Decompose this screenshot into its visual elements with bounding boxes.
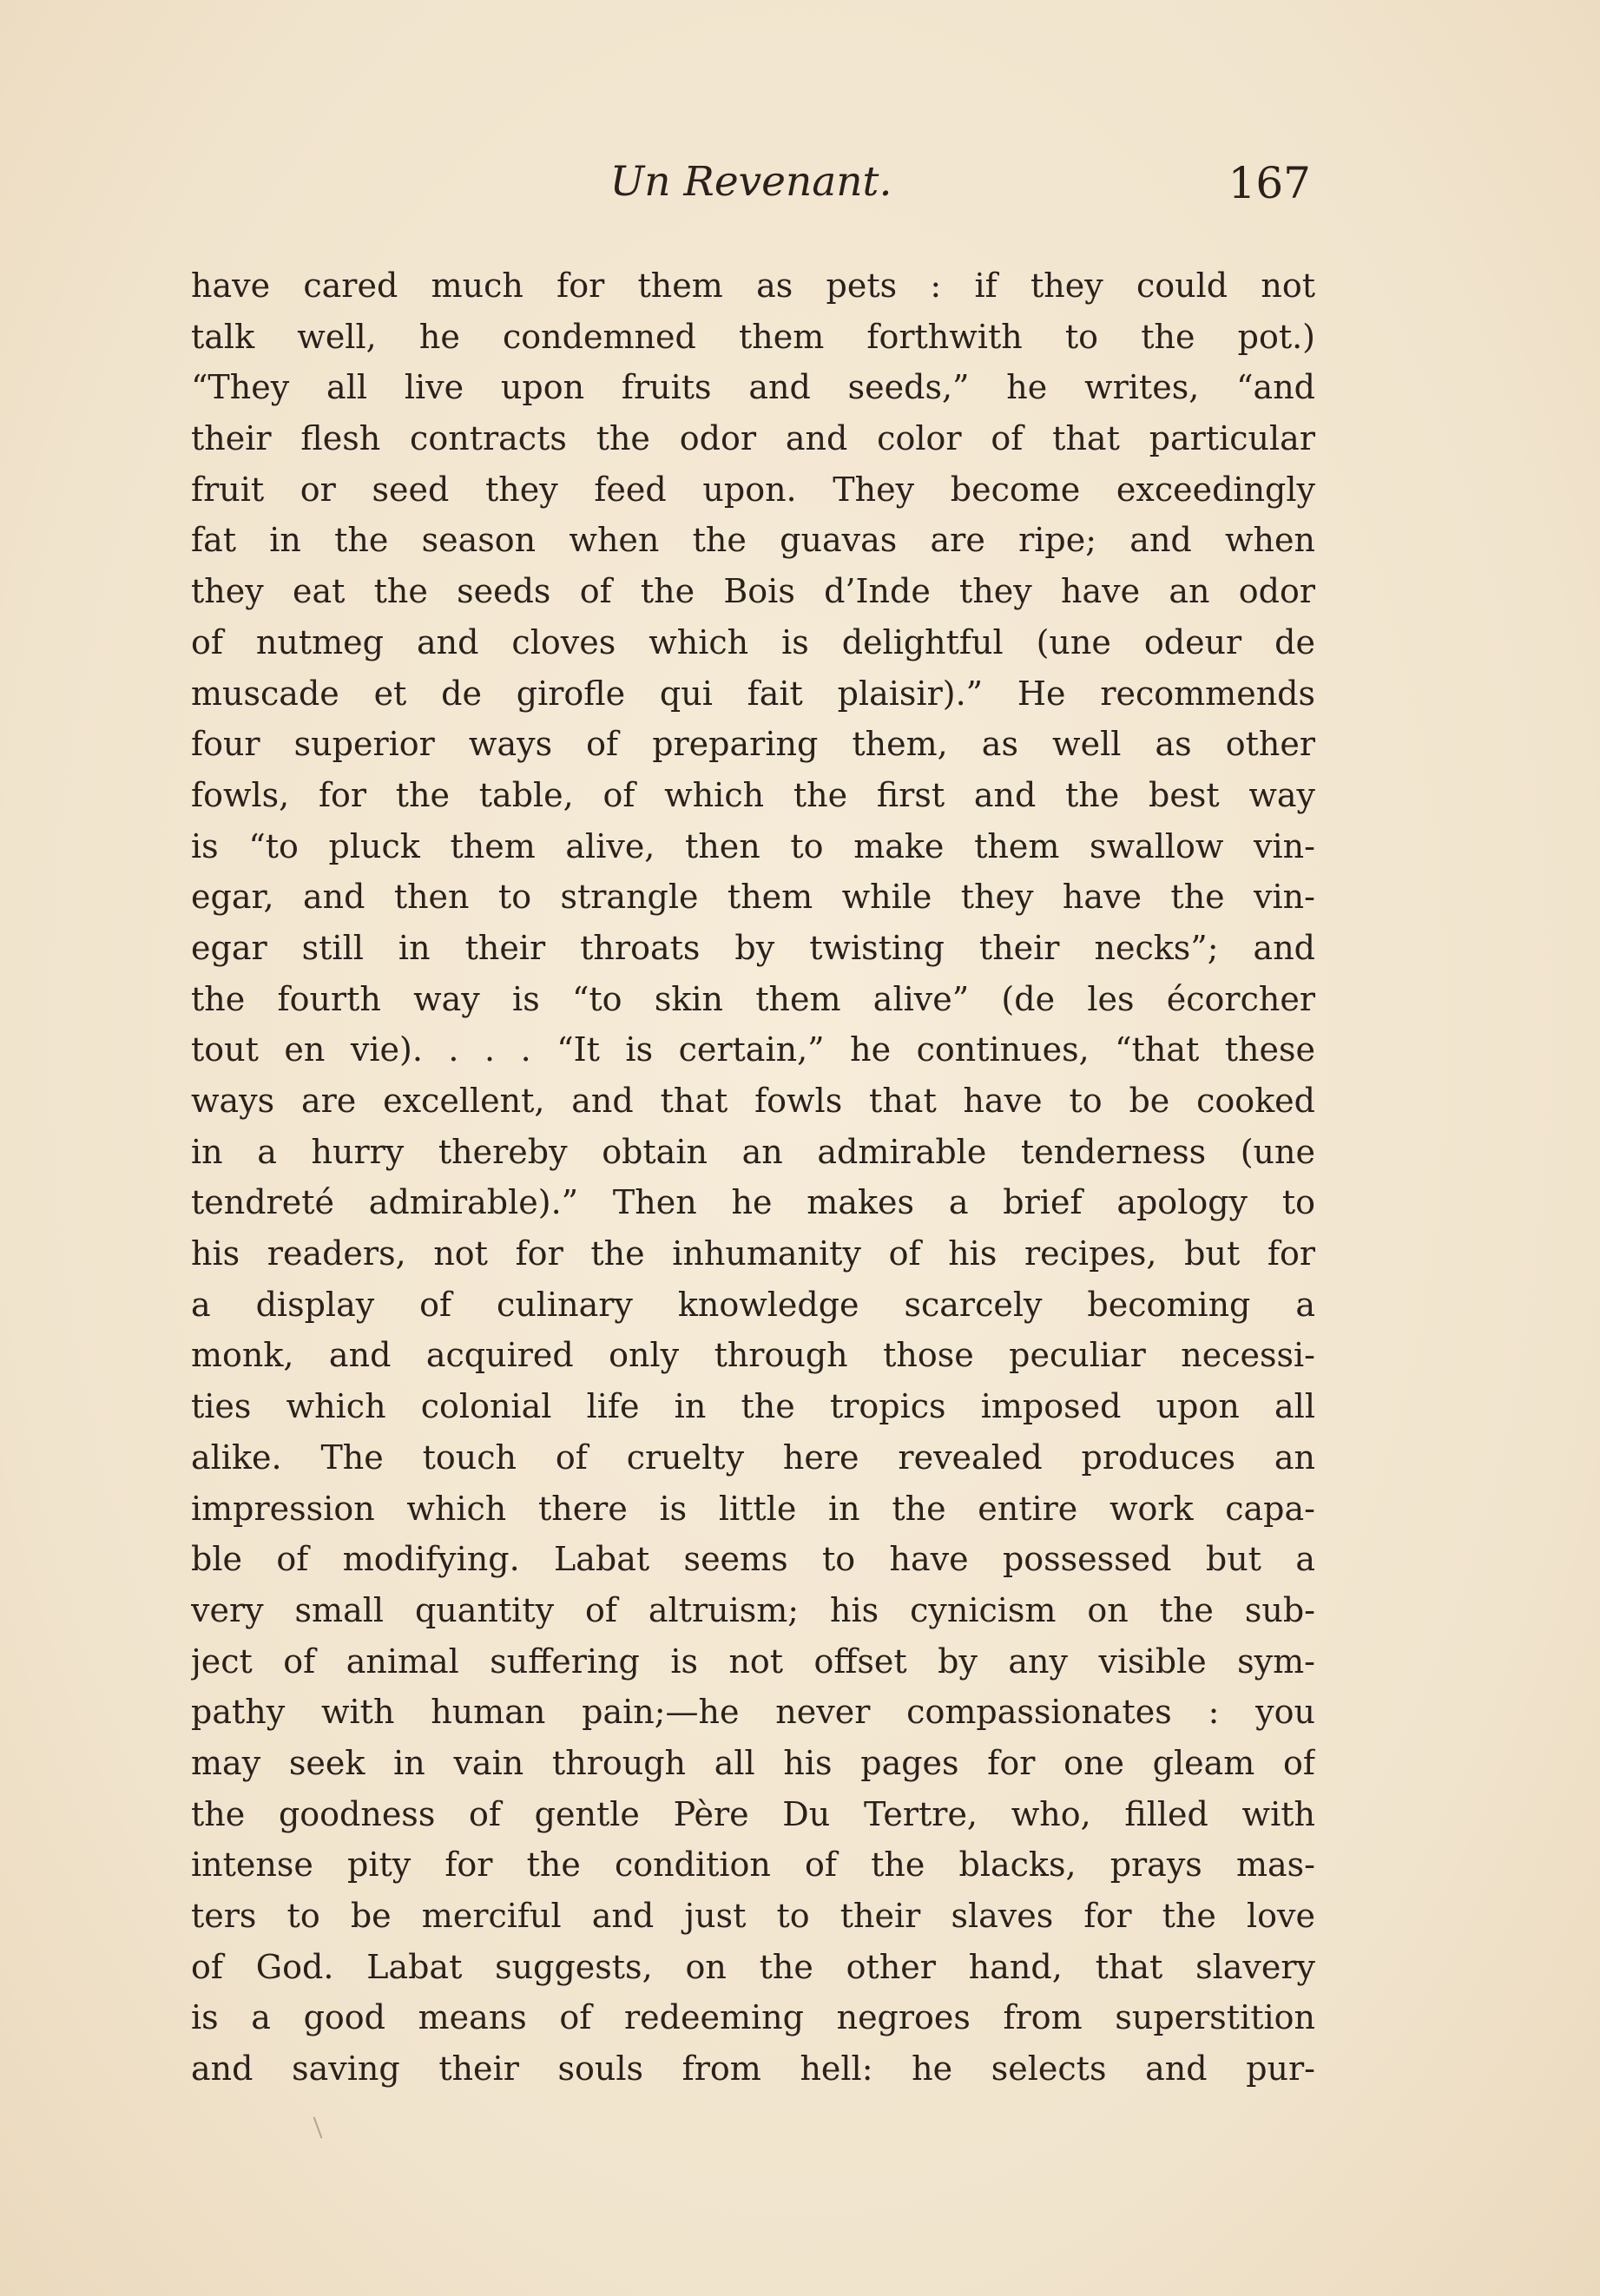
- text-line: in a hurry thereby obtain an admirable tenderness (une: [191, 1132, 1315, 1171]
- text-line: four superior ways of preparing them, as well as other: [191, 725, 1315, 764]
- paper-speck: [313, 2116, 323, 2138]
- text-line: have cared much for them as pets : if they could not: [191, 266, 1315, 305]
- text-line: alike. The touch of cruelty here revealed produces an: [191, 1437, 1315, 1477]
- text-line: ters to be merciful and just to their slaves for the love: [191, 1897, 1315, 1935]
- text-line: ject of animal suffering is not offset by any visible sym-: [191, 1641, 1315, 1681]
- text-line: is “to pluck them alive, then to make them swallow vin-: [191, 826, 1315, 865]
- text-line: ties which colonial life in the tropics imposed upon all: [191, 1387, 1315, 1426]
- text-line: and saving their souls from hell: he selects and pur-: [191, 2049, 1315, 2089]
- text-line: may seek in vain through all his pages for one gleam of: [191, 1743, 1315, 1782]
- text-line: talk well, he condemned them forthwith to the pot.): [191, 317, 1315, 356]
- text-line: egar, and then to strangle them while they have the vin-: [191, 878, 1315, 917]
- text-line: fat in the season when the guavas are ripe; and when: [191, 521, 1315, 560]
- text-line: fowls, for the table, of which the first and the best way: [191, 775, 1315, 814]
- text-line: is a good means of redeeming negroes from superstition: [191, 1998, 1315, 2037]
- text-line: pathy with human pain;—he never compassionates : you: [191, 1693, 1315, 1732]
- text-line: his readers, not for the inhumanity of his recipes, but for: [191, 1234, 1315, 1273]
- text-line: intense pity for the condition of the blacks, prays mas-: [191, 1845, 1315, 1885]
- text-line: ble of modifying. Labat seems to have possessed but a: [191, 1540, 1315, 1579]
- text-line: ways are excellent, and that fowls that have to be cooked: [191, 1082, 1315, 1120]
- text-line: tout en vie). . . . “It is certain,” he continues, “that these: [191, 1030, 1315, 1069]
- text-line: egar still in their throats by twisting their necks”; and: [191, 928, 1315, 967]
- text-line: of nutmeg and cloves which is delightful (une odeur de: [191, 622, 1315, 661]
- text-line: “They all live upon fruits and seeds,” he writes, “and: [191, 368, 1315, 407]
- text-line: the fourth way is “to skin them alive” (de les écorcher: [191, 979, 1315, 1018]
- text-line: their flesh contracts the odor and color of that particular: [191, 419, 1315, 458]
- text-line: fruit or seed they feed upon. They become exceedingly: [191, 470, 1315, 509]
- text-line: tendreté admirable).” Then he makes a brief apology to: [191, 1183, 1315, 1222]
- text-line: they eat the seeds of the Bois d’Inde they have an odor: [191, 572, 1315, 611]
- text-line: of God. Labat suggests, on the other hand, that slavery: [191, 1947, 1315, 1986]
- text-line: the goodness of gentle Père Du Tertre, who, filled with: [191, 1794, 1315, 1833]
- text-line: monk, and acquired only through those peculiar necessi-: [191, 1336, 1315, 1375]
- text-line: very small quantity of altruism; his cynicism on the sub-: [191, 1590, 1315, 1629]
- running-title: Un Revenant.: [609, 158, 892, 206]
- text-line: impression which there is little in the entire work capa-: [191, 1489, 1315, 1528]
- page-header: [191, 158, 1311, 227]
- body-text: [191, 260, 1315, 2095]
- text-line: a display of culinary knowledge scarcely becoming a: [191, 1285, 1315, 1324]
- text-line: muscade et de girofle qui fait plaisir).” He recommends: [191, 674, 1315, 713]
- page-number: 167: [1228, 158, 1311, 208]
